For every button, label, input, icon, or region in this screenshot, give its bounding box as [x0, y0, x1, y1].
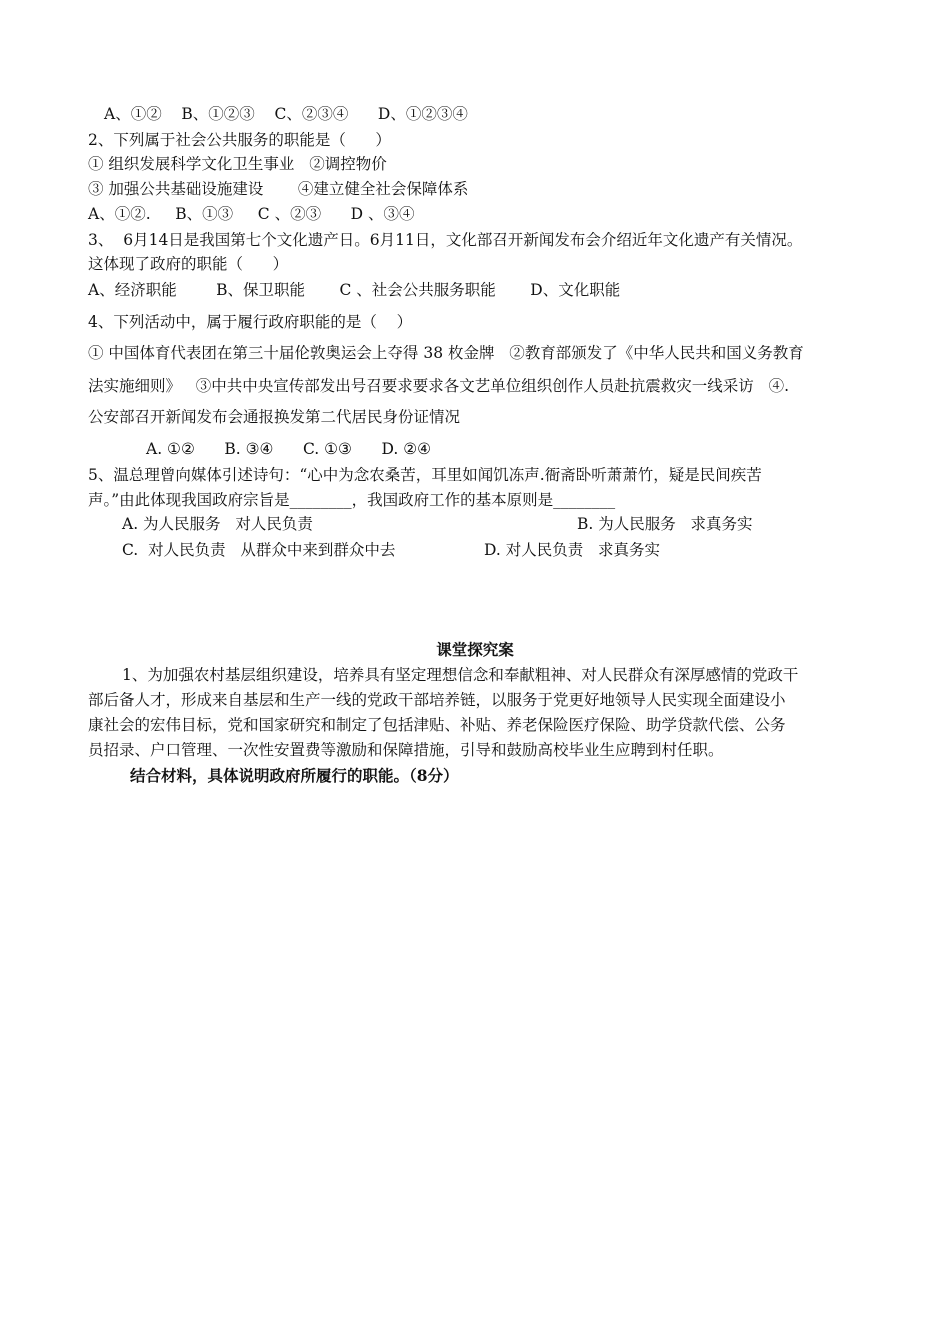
question-5-stem-line1: 5、温总理曾向媒体引述诗句：“心中为念农桑苦，耳里如闻饥冻声.衙斋卧听萧萧竹，疑是民间疾苦 [88, 466, 762, 484]
inquiry-paragraph-line2: 部后备人才，形成来自基层和生产一线的党政干部培养链，以服务于党更好地领导人民实现全面建设小 [88, 691, 786, 709]
question-5-stem-line2: 声。”由此体现我国政府宗旨是________，我国政府工作的基本原则是________ [88, 491, 616, 509]
question-2-items-row1: ① 组织发展科学文化卫生事业 ②调控物价 [88, 155, 387, 173]
question-1-options: A、①② B、①②③ C、②③④ D、①②③④ [104, 105, 468, 123]
question-2-stem: 2、下列属于社会公共服务的职能是（ ） [88, 131, 391, 149]
question-3-stem-line2: 这体现了政府的职能（ ） [88, 255, 289, 273]
inquiry-task: 结合材料，具体说明政府所履行的职能。（8分） [130, 766, 459, 785]
inquiry-paragraph-line4: 员招录、户口管理、一次性安置费等激励和保障措施，引导和鼓励高校毕业生应聘到村任职。 [88, 741, 724, 759]
question-5-option-d: D. 对人民负责 求真务实 [484, 541, 661, 559]
question-5-option-b: B. 为人民服务 求真务实 [577, 515, 753, 533]
question-4-items-line3: 公安部召开新闻发布会通报换发第二代居民身份证情况 [88, 408, 461, 426]
question-2-options: A、①②. B、①③ C 、②③ D 、③④ [88, 205, 415, 223]
question-5-option-c: C. 对人民负责 从群众中来到群众中去 [122, 541, 396, 559]
inquiry-paragraph-line3: 康社会的宏伟目标，党和国家研究和制定了包括津贴、补贴、养老保险医疗保险、助学贷款代偿、公务 [88, 716, 786, 734]
question-4-items-line1: ① 中国体育代表团在第三十届伦敦奥运会上夺得 38 枚金牌 ②教育部颁发了《中华人民共和国义务教育 [88, 344, 804, 362]
question-4-items-line2: 法实施细则》 ③中共中央宣传部发出号召要求要求各文艺单位组织创作人员赴抗震救灾一线采访 ④. [88, 377, 789, 395]
question-4-stem: 4、下列活动中，属于履行政府职能的是（ ） [88, 313, 413, 331]
inquiry-heading: 课堂探究案 [436, 640, 514, 659]
question-5-option-a: A. 为人民服务 对人民负责 [122, 515, 313, 533]
question-4-options: A. ①② B. ③④ C. ①③ D. ②④ [146, 440, 432, 458]
question-3-options: A、经济职能 B、保卫职能 C 、社会公共服务职能 D、文化职能 [88, 281, 621, 299]
question-2-items-row2: ③ 加强公共基础设施建设 ④建立健全社会保障体系 [88, 180, 469, 198]
question-3-stem-line1: 3、 6月14日是我国第七个文化遗产日。6月11日，文化部召开新闻发布会介绍近年文化遗产有关情况。 [88, 231, 803, 249]
inquiry-paragraph-line1: 1、为加强农村基层组织建设，培养具有坚定理想信念和奉献粗神、对人民群众有深厚感情的党政干 [122, 666, 799, 684]
